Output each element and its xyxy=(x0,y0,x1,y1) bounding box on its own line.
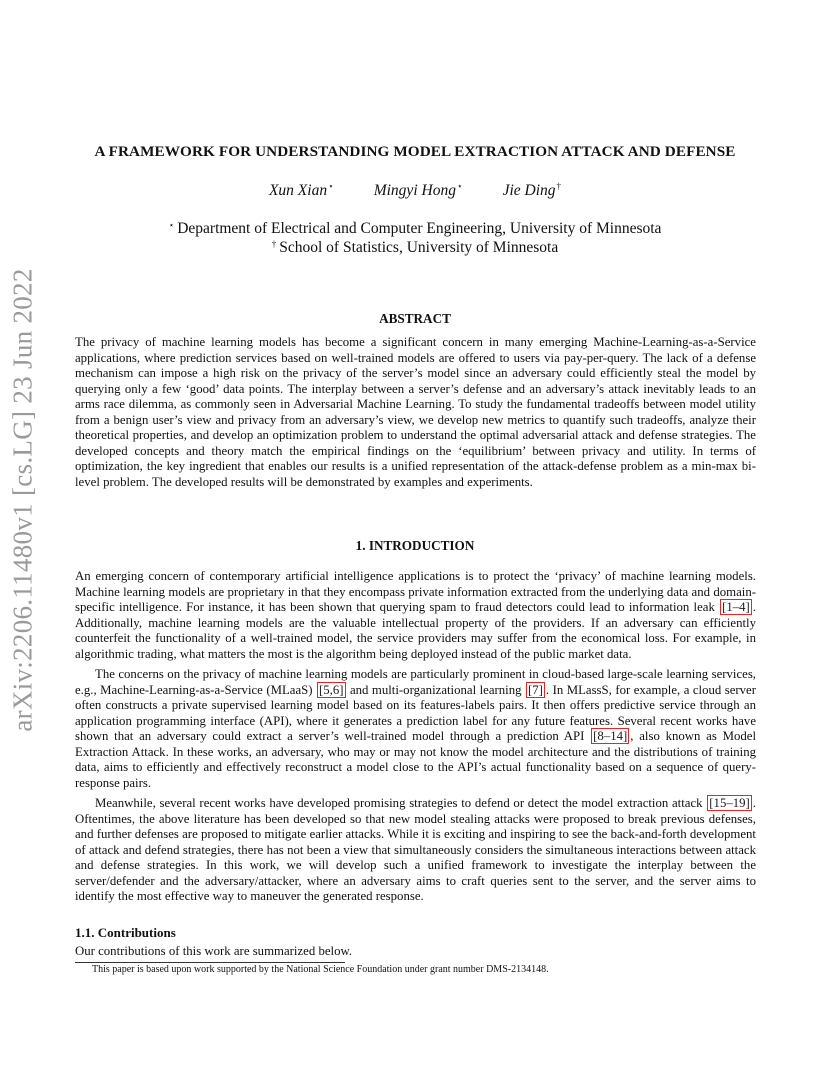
citation-link[interactable]: [15–19] xyxy=(709,796,750,810)
footnote-rule xyxy=(75,962,345,963)
author-name: Xun Xian xyxy=(268,182,328,199)
abstract-heading: ABSTRACT xyxy=(379,311,451,326)
paragraph-text: Meanwhile, several recent works have developed promising strategies to defend or detect the model extraction attack xyxy=(95,796,707,810)
paragraph-text: . Additionally, machine learning models are the valuable intellectual property of the providers. If an adversary can efficiently counterfeit the functionality of a well-trained model, the service providers may suffer from the economical loss. For example, in algorithmic trading, what matters the most is the algorithm being deployed instead of the public market data. xyxy=(75,600,756,661)
paragraph-text: An emerging concern of contemporary artificial intelligence applications is to protect the ‘privacy’ of machine learning models. Machine learning models are proprietary in that they encompass private information extracted from the underlying data and domain-specific intelligence. For instance, it has been shown that querying spam to fraud detectors could lead to information leak xyxy=(75,569,756,614)
affiliation-2 xyxy=(60,239,770,257)
author-name: Jie Ding xyxy=(502,182,556,199)
paragraph-text: and multi-organizational learning xyxy=(346,682,525,697)
affiliation-text: Department of Electrical and Computer Engineering, University of Minnesota xyxy=(177,220,662,237)
affiliation-mark: ⋆ xyxy=(168,220,175,230)
author-list xyxy=(60,181,770,200)
arxiv-identifier: arXiv:2206.11480v1 [cs.LG] 23 Jun 2022 xyxy=(7,268,38,732)
author-1 xyxy=(269,181,334,200)
author-mark: ⋆ xyxy=(328,181,334,191)
paragraph-text: . Oftentimes, the above literature has been developed so that new model stealing attacks were proposed to break previous defenses, and further defenses are proposed to mitigate earlier attacks. While it is exciting and inspiring to see the back-and-forth development of attack and defend strategies, there has not been a view that simultaneously considers the simultaneous interactions between attack and defense strategies. In this work, we will develop such a unified framework to investigate the interplay between the server/defender and the adversary/attacker, where an adversary aims to craft queries sent to the server, and the server aims to identify the most effective way to maneuver the generated response. xyxy=(75,796,756,903)
author-2 xyxy=(374,181,463,200)
citation-link[interactable]: [1–4] xyxy=(722,600,750,614)
author-mark: † xyxy=(556,181,562,191)
affiliation-text: School of Statistics, University of Minnesota xyxy=(279,239,559,256)
contributions-intro: Our contributions of this work are summarized below. xyxy=(75,944,353,958)
funding-footnote: This paper is based upon work supported by the National Science Foundation under grant number DMS-2134148. xyxy=(92,964,549,975)
paragraph-text: . In MLassS, for example, a cloud server often constructs a private supervised learning model based on its features-labels pairs. It then offers predictive service through an application programming interface (API), where it generates a prediction label for any future features. Several recent works have shown that an adversary could extract a server’s well-trained model through a prediction API xyxy=(75,682,756,743)
paper-title: A FRAMEWORK FOR UNDERSTANDING MODEL EXTRACTION ATTACK AND DEFENSE xyxy=(94,143,736,160)
intro-paragraph-1 xyxy=(75,569,756,662)
author-3 xyxy=(503,181,561,200)
citation-link[interactable]: [5,6] xyxy=(318,682,344,697)
introduction-heading: 1. INTRODUCTION xyxy=(355,538,475,553)
affiliation-1 xyxy=(60,220,770,238)
author-mark: ⋆ xyxy=(456,181,463,191)
contributions-heading: 1.1. Contributions xyxy=(75,925,176,940)
paragraph-text: The concerns on the privacy of machine learning models are particularly prominent in cloud-based large-scale learning services, e.g., Machine-Learning-as-a-Service (MLaaS) xyxy=(75,667,756,697)
affiliation-mark: † xyxy=(271,239,277,249)
citation-link[interactable]: [8–14] xyxy=(593,729,628,743)
citation-link[interactable]: [7] xyxy=(528,682,543,697)
intro-paragraph-3 xyxy=(75,796,756,905)
intro-paragraph-2 xyxy=(75,667,756,791)
abstract-body: The privacy of machine learning models has become a significant concern in many emerging Machine-Learning-as-a-Service applications, where prediction services based on well-trained models are offered to users via pay-per-query. The lack of a defense mechanism can impose a high risk on the privacy of the server’s model since an adversary could efficiently steal the model by querying only a few ‘good’ data points. The interplay between a server’s defense and an adversary’s attack inevitably leads to an arms race dilemma, as commonly seen in Adversarial Machine Learning. To study the fundamental tradeoffs between model utility from a benign user’s view and privacy from an adversary’s view, we develop new metrics to quantify such tradeoffs, analyze their theoretical properties, and develop an optimization problem to understand the optimal adversarial attack and defense strategies. The developed concepts and theory match the empirical findings on the ‘equilibrium’ between privacy and utility. In terms of optimization, the key ingredient that enables our results is a unified representation of the attack-defense problem as a min-max bi-level problem. The developed results will be demonstrated by examples and experiments. xyxy=(75,335,756,489)
author-name: Mingyi Hong xyxy=(373,182,456,199)
paragraph-text: , also known as Model Extraction Attack. In these works, an adversary, who may or may not know the model architecture and the distributions of training data, aims to efficiently and effectively reconstruct a model close to the API’s actual functionality based on a sequence of query-response pairs. xyxy=(75,729,757,790)
